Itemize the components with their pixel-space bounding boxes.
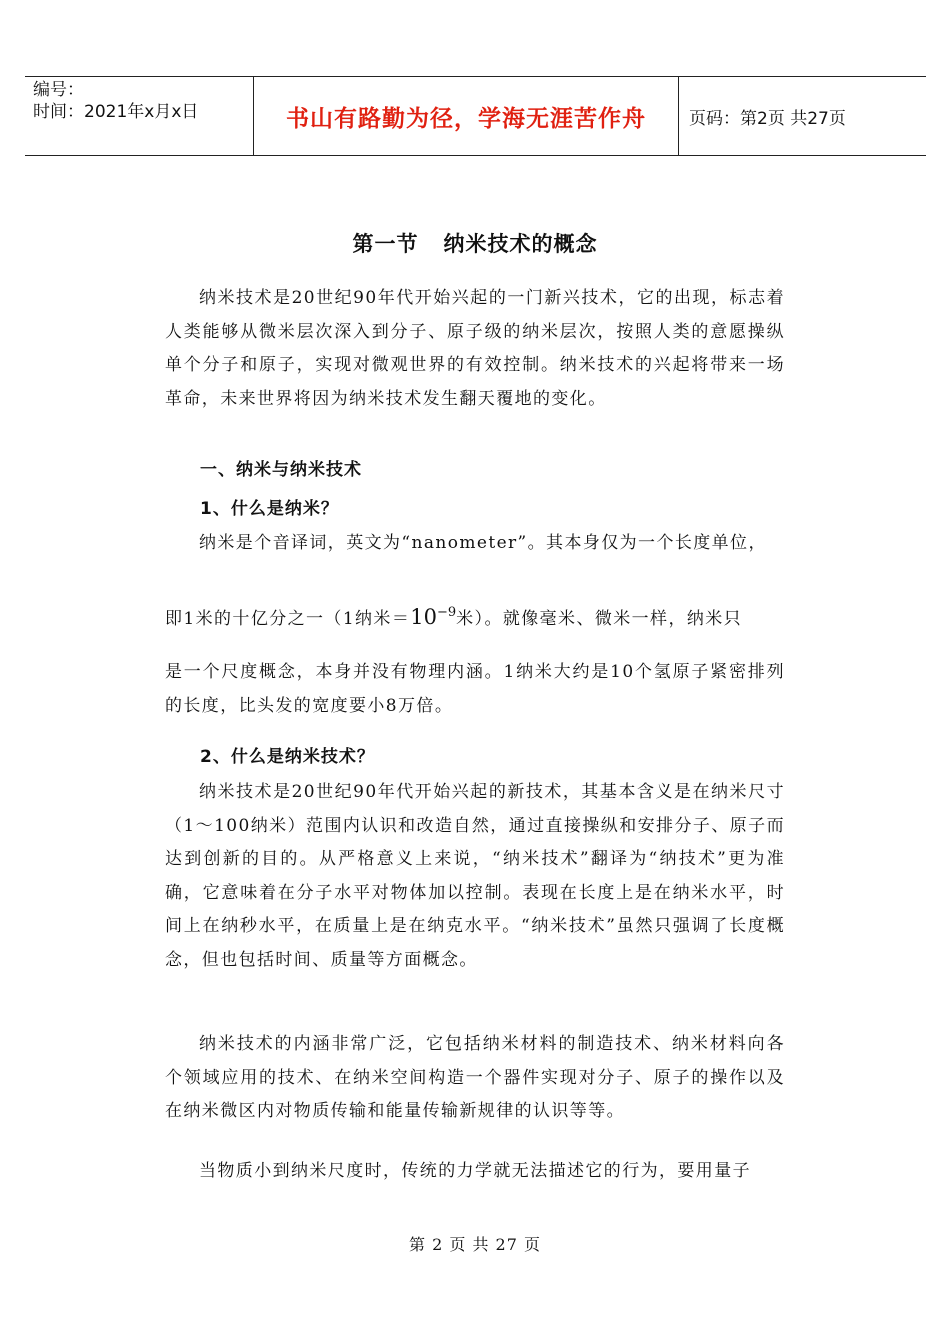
doc-time-label: 时间：2021年x月x日 [33,102,199,122]
scale-text-before: 即1米的十亿分之一（1纳米＝ [165,609,411,629]
paragraph-nanotech-scope: 纳米技术的内涵非常广泛，它包括纳米材料的制造技术、纳米材料向各个领域应用的技术、在纳米空间构造一个器件实现对分子、原子的操作以及在纳米微区内对物质传输和能量传输新规律的认识等等。 [165,1034,785,1121]
doc-number-label: 编号： [33,80,84,100]
paragraph-nanotech-meaning: 纳米技术是20世纪90年代开始兴起的新技术，其基本含义是在纳米尺寸（1～100纳米）范围内认识和改造自然，通过直接操纵和安排分子、原子而达到创新的目的。从严格意义上来说，“纳米技术”翻译为“纳技术”更为准确，它意味着在分子水平对物体加以控制。表现在长度上是在纳米水平，时间上在纳秒水平，在质量上是在纳克水平。“纳米技术”虽然只强调了长度概念，但也包括时间、质量等方面概念。 [165,782,785,970]
paragraph-quantum: 当物质小到纳米尺度时，传统的力学就无法描述它的行为，要用量子 [199,1161,751,1181]
header-motto-cell [254,77,679,155]
paragraph-nanometer-concept: 是一个尺度概念，本身并没有物理内涵。1纳米大约是10个氢原子紧密排列的长度，比头发的宽度要小8万倍。 [165,662,785,716]
power-of-ten-formula [410,605,456,629]
paragraph-intro: 纳米技术是20世纪90年代开始兴起的一门新兴技术，它的出现，标志着人类能够从微米层次深入到分子、原子级的纳米层次，按照人类的意愿操纵单个分子和原子，实现对微观世界的有效控制。纳米技术的兴起将带来一场革命，未来世界将因为纳米技术发生翻天覆地的变化。 [165,288,785,409]
scale-text-after: 米）。就像毫米、微米一样，纳米只 [456,609,743,629]
page-footer: 第 2 页 共 27 页 [409,1235,541,1254]
heading-what-is-nanotech: 2、什么是纳米技术？ [200,747,375,767]
header-meta-cell [25,77,254,155]
page-indicator: 页码：第2页 共27页 [689,108,846,129]
header-page-cell [679,77,926,155]
paragraph-nanometer-scale [165,604,785,629]
motto-text: 书山有路勤为径，学海无涯苦作舟 [286,105,646,132]
header-table [25,76,926,156]
formula-exponent: −9 [436,605,457,620]
paragraph-nanometer-definition: 纳米是个音译词，英文为“nanometer”。其本身仅为一个长度单位， [199,533,767,553]
heading-what-is-nano: 1、什么是纳米？ [200,499,339,519]
heading-nano-and-nanotech: 一、纳米与纳米技术 [200,460,362,480]
formula-base: 10 [410,605,437,629]
section-title: 第一节 纳米技术的概念 [352,232,598,256]
